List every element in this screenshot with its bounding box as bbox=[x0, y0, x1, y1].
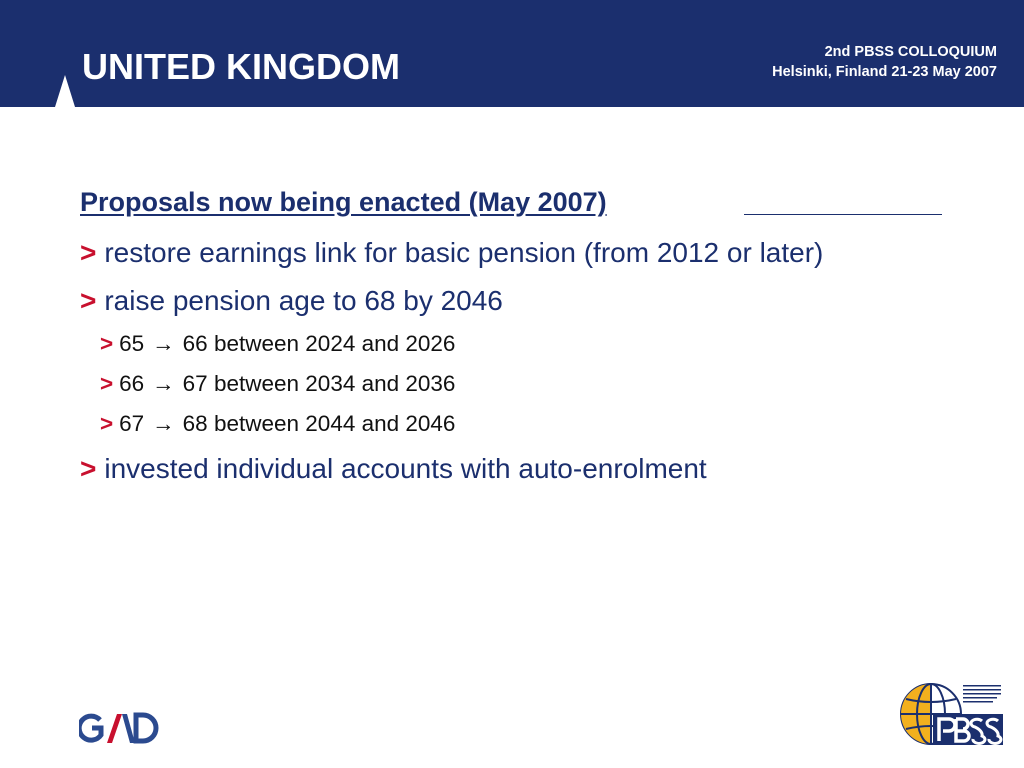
arrow-right-icon: → bbox=[152, 411, 175, 436]
bullet-marker: > bbox=[80, 453, 97, 484]
sub-bullet-age-67-68 bbox=[100, 410, 1000, 438]
arrow-right-icon: → bbox=[152, 331, 175, 356]
conference-location-date: Helsinki, Finland 21-23 May 2007 bbox=[772, 64, 997, 80]
bullet-text: invested individual accounts with auto-enrolment bbox=[104, 453, 707, 484]
bullet-text: raise pension age to 68 by 2046 bbox=[104, 285, 503, 316]
bullet-text: restore earnings link for basic pension (from 2012 or later) bbox=[104, 237, 824, 268]
slide-content bbox=[80, 182, 1000, 486]
header-bar bbox=[0, 0, 1024, 107]
sub-bullet-age-66-67 bbox=[100, 370, 1000, 398]
sub-bullet-marker: > bbox=[100, 411, 114, 436]
arrow-right-icon: → bbox=[152, 371, 175, 396]
period-text: between 2034 and 2036 bbox=[213, 371, 456, 396]
period-text: between 2044 and 2046 bbox=[213, 411, 456, 436]
pbss-logo bbox=[897, 681, 1005, 747]
age-to: 66 bbox=[182, 331, 208, 356]
bullet-pension-age bbox=[80, 284, 1000, 318]
age-from: 66 bbox=[119, 371, 145, 396]
age-to: 67 bbox=[182, 371, 208, 396]
slide-title: UNITED KINGDOM bbox=[82, 46, 400, 87]
age-from: 65 bbox=[119, 331, 145, 356]
age-to: 68 bbox=[182, 411, 208, 436]
conference-name: 2nd PBSS COLLOQUIUM bbox=[824, 44, 997, 60]
bullet-marker: > bbox=[80, 285, 97, 316]
period-text: between 2024 and 2026 bbox=[213, 331, 456, 356]
heading-underline-rule bbox=[744, 214, 942, 215]
bullet-individual-accounts bbox=[80, 452, 1000, 486]
gad-logo bbox=[79, 711, 159, 745]
sub-bullet-marker: > bbox=[100, 371, 114, 396]
header-notch-decoration bbox=[0, 0, 80, 107]
bullet-earnings-link bbox=[80, 236, 1000, 270]
sub-bullet-age-65-66 bbox=[100, 330, 1000, 358]
bullet-marker: > bbox=[80, 237, 97, 268]
sub-bullet-marker: > bbox=[100, 331, 114, 356]
conference-info bbox=[772, 42, 997, 82]
age-from: 67 bbox=[119, 411, 145, 436]
section-heading bbox=[80, 182, 1000, 222]
section-heading-text: Proposals now being enacted (May 2007) bbox=[80, 187, 607, 217]
